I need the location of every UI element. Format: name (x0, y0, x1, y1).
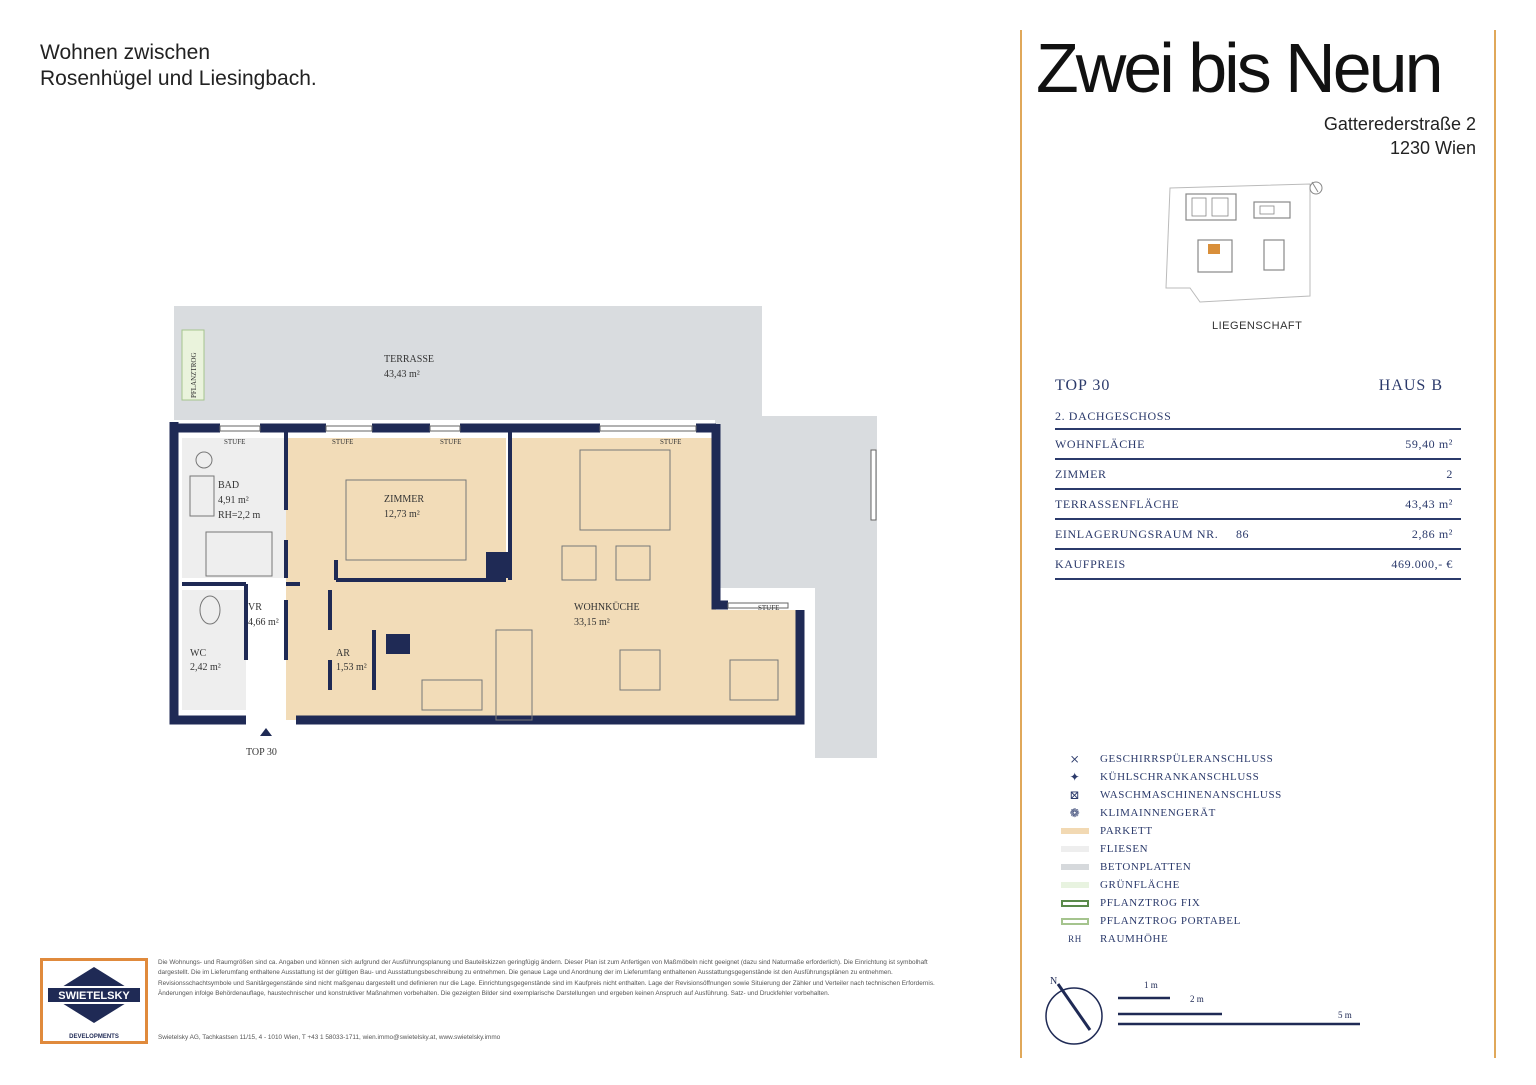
legend-item (1050, 768, 1282, 786)
legend-item (1050, 858, 1282, 876)
entrance-label: TOP 30 (246, 747, 277, 758)
compass-icon (1046, 988, 1102, 1044)
legend (1050, 750, 1282, 948)
legend-item (1050, 804, 1282, 822)
disclaimer-text: Die Wohnungs- und Raumgrößen sind ca. Angaben und können sich aufgrund der Ausführungsplanung und Bauteilskizzen geringfügig ändern. Dieser Plan ist zum Anfertigen von Maßmöbeln nicht geeignet (dazu sind Naturmaße erforderlich). Die Einrichtung ist symbolhaft dargestellt. Die im Lieferumfang enthaltene Ausstattung ist der gültigen Bau- und Ausstattungsbeschreibung zu entnehmen. Die genaue Lage und Anordnung der im Lieferumfang enthaltenen Ausstattungsgegenstände ist den Ausführungsplänen zu entnehmen. Revisionsschachtsymbole und Sanitärgegenstände sind nicht maßgenau dargestellt und definieren nur die Lage. Einrichtungsgegenstände sind im Kaufpreis nicht enthalten. Lage der Revisionsöffnungen sowie Situierung der Zähler und Verteiler nach technischen Erfordernis. Änderungen infolge Behördenauflage, haustechnischer und konstruktiver Maßnahmen vorbehalten. Die gezeigten Bilder sind exemplarische Darstellungen und ergeben keinen Anspruch auf Ausführung. Satz- und Druckfehler vorbehalten. (158, 959, 935, 998)
address-street: Gatterederstraße 2 (1323, 114, 1476, 134)
floor-plan (160, 300, 900, 770)
tagline-line-2: Rosenhügel und Liesingbach. (40, 67, 317, 90)
hall-area: 4,66 m² (248, 617, 279, 628)
legend-item (1050, 912, 1282, 930)
info-label-text: EINLAGERUNGSRAUM NR. (1055, 526, 1219, 541)
info-label (1055, 527, 1249, 542)
tiles-swatch (1061, 846, 1089, 852)
legend-item (1050, 822, 1282, 840)
legend-label: RAUMHÖHE (1100, 933, 1169, 945)
living-name: WOHNKÜCHE (574, 602, 640, 613)
unit-header (1055, 368, 1461, 404)
divider-left (1020, 30, 1022, 1058)
step-label: STUFE (332, 438, 354, 446)
site-plan-label: LIEGENSCHAFT (1212, 320, 1303, 332)
planter-portable-swatch (1061, 918, 1089, 925)
step-label: STUFE (224, 438, 246, 446)
address (1324, 112, 1476, 160)
hall-name: VR (248, 602, 262, 613)
legend-item (1050, 876, 1282, 894)
info-label: ZIMMER (1055, 466, 1107, 481)
step-label: STUFE (440, 438, 462, 446)
terrace-name: TERRASSE (384, 354, 435, 365)
room-name: ZIMMER (384, 494, 424, 505)
unit-floor: 2. DACHGESCHOSS (1055, 408, 1172, 423)
terrace-area-label: 43,43 m² (384, 369, 420, 380)
compass-and-scale (1040, 970, 1380, 1050)
step-label: STUFE (660, 438, 682, 446)
step-label: STUFE (758, 604, 780, 612)
scale-2m: 2 m (1190, 994, 1204, 1004)
developer-logo-text: SWIETELSKY (58, 990, 130, 1002)
divider-right (1494, 30, 1496, 1058)
legend-label: PFLANZTROG FIX (1100, 897, 1201, 909)
info-value: 469.000,- € (1391, 556, 1453, 571)
scale-1m: 1 m (1144, 980, 1158, 990)
info-label: WOHNFLÄCHE (1055, 436, 1145, 451)
concrete-swatch (1061, 864, 1089, 870)
green-area-swatch (1061, 882, 1089, 888)
terrace-area (174, 306, 762, 420)
entrance-arrow-icon (260, 728, 272, 736)
info-row (1055, 550, 1461, 580)
info-value: 2 (1446, 466, 1453, 481)
planter-label: PFLANZTROG (190, 352, 198, 398)
legend-label: FLIESEN (1100, 843, 1149, 855)
lower-terrace (815, 588, 877, 758)
info-value: 59,40 m² (1405, 436, 1453, 451)
bath-area: 4,91 m² (218, 495, 249, 506)
legend-label: PARKETT (1100, 825, 1153, 837)
info-row (1055, 430, 1461, 460)
address-city: 1230 Wien (1389, 138, 1476, 158)
info-label: KAUFPREIS (1055, 556, 1126, 571)
fridge-connection-icon: ✦ (1069, 769, 1081, 784)
legend-label: KLIMAINNENGERÄT (1100, 807, 1216, 819)
storage-number: 86 (1235, 526, 1250, 541)
scale-5m: 5 m (1338, 1010, 1352, 1020)
legend-label: BETONPLATTEN (1100, 861, 1192, 873)
legend-label: KÜHLSCHRANKANSCHLUSS (1100, 771, 1260, 783)
air-conditioner-icon: ❁ (1069, 805, 1081, 820)
legend-item (1050, 894, 1282, 912)
legend-item (1050, 840, 1282, 858)
parquet-swatch (1061, 828, 1089, 834)
bath-height: RH=2,2 m (218, 510, 261, 521)
info-row (1055, 520, 1461, 550)
tagline-line-1: Wohnen zwischen (40, 41, 211, 64)
unit-top: TOP 30 (1055, 377, 1111, 394)
bath-name: BAD (218, 480, 240, 491)
wc-area: 2,42 m² (190, 662, 221, 673)
washing-machine-connection-icon: ⊠ (1069, 787, 1081, 802)
developer-logo (40, 958, 148, 1044)
legend-label: WASCHMASCHINENANSCHLUSS (1100, 789, 1282, 801)
living-area: 33,15 m² (574, 617, 610, 628)
unit-house: HAUS B (1378, 377, 1443, 394)
tagline (40, 40, 317, 92)
legend-label: PFLANZTROG PORTABEL (1100, 915, 1241, 927)
compass-north: N (1050, 976, 1058, 987)
unit-floor-row (1055, 404, 1461, 428)
legend-label: GESCHIRRSPÜLERANSCHLUSS (1100, 753, 1274, 765)
planter-fixed-swatch (1061, 900, 1089, 907)
info-value: 43,43 m² (1405, 496, 1453, 511)
side-terrace (715, 416, 877, 588)
room-area: 12,73 m² (384, 509, 420, 520)
dishwasher-connection-icon: ⨯ (1069, 751, 1081, 766)
legend-item (1050, 786, 1282, 804)
legend-label: GRÜNFLÄCHE (1100, 879, 1180, 891)
room-height-symbol: RH (1068, 934, 1082, 944)
legend-item (1050, 930, 1282, 948)
brand-title: Zwei bis Neun (1036, 29, 1441, 107)
developer-logo-sub: DEVELOPMENTS (69, 1034, 119, 1040)
unit-info (1055, 368, 1461, 580)
info-row (1055, 460, 1461, 490)
storage-area: 1,53 m² (336, 662, 367, 673)
info-value: 2,86 m² (1411, 526, 1453, 541)
storage-name: AR (336, 648, 350, 659)
legend-item (1050, 750, 1282, 768)
info-label: TERRASSENFLÄCHE (1055, 496, 1180, 511)
site-plan (1160, 176, 1330, 316)
footer-contact: Swietelsky AG, Tachkastsen 11/15, 4 - 1010 Wien, T +43 1 58033-1711, wien.immo@swietelsky.at, www.swietelsky.immo (158, 1034, 501, 1041)
wc-name: WC (190, 648, 207, 659)
info-row (1055, 490, 1461, 520)
